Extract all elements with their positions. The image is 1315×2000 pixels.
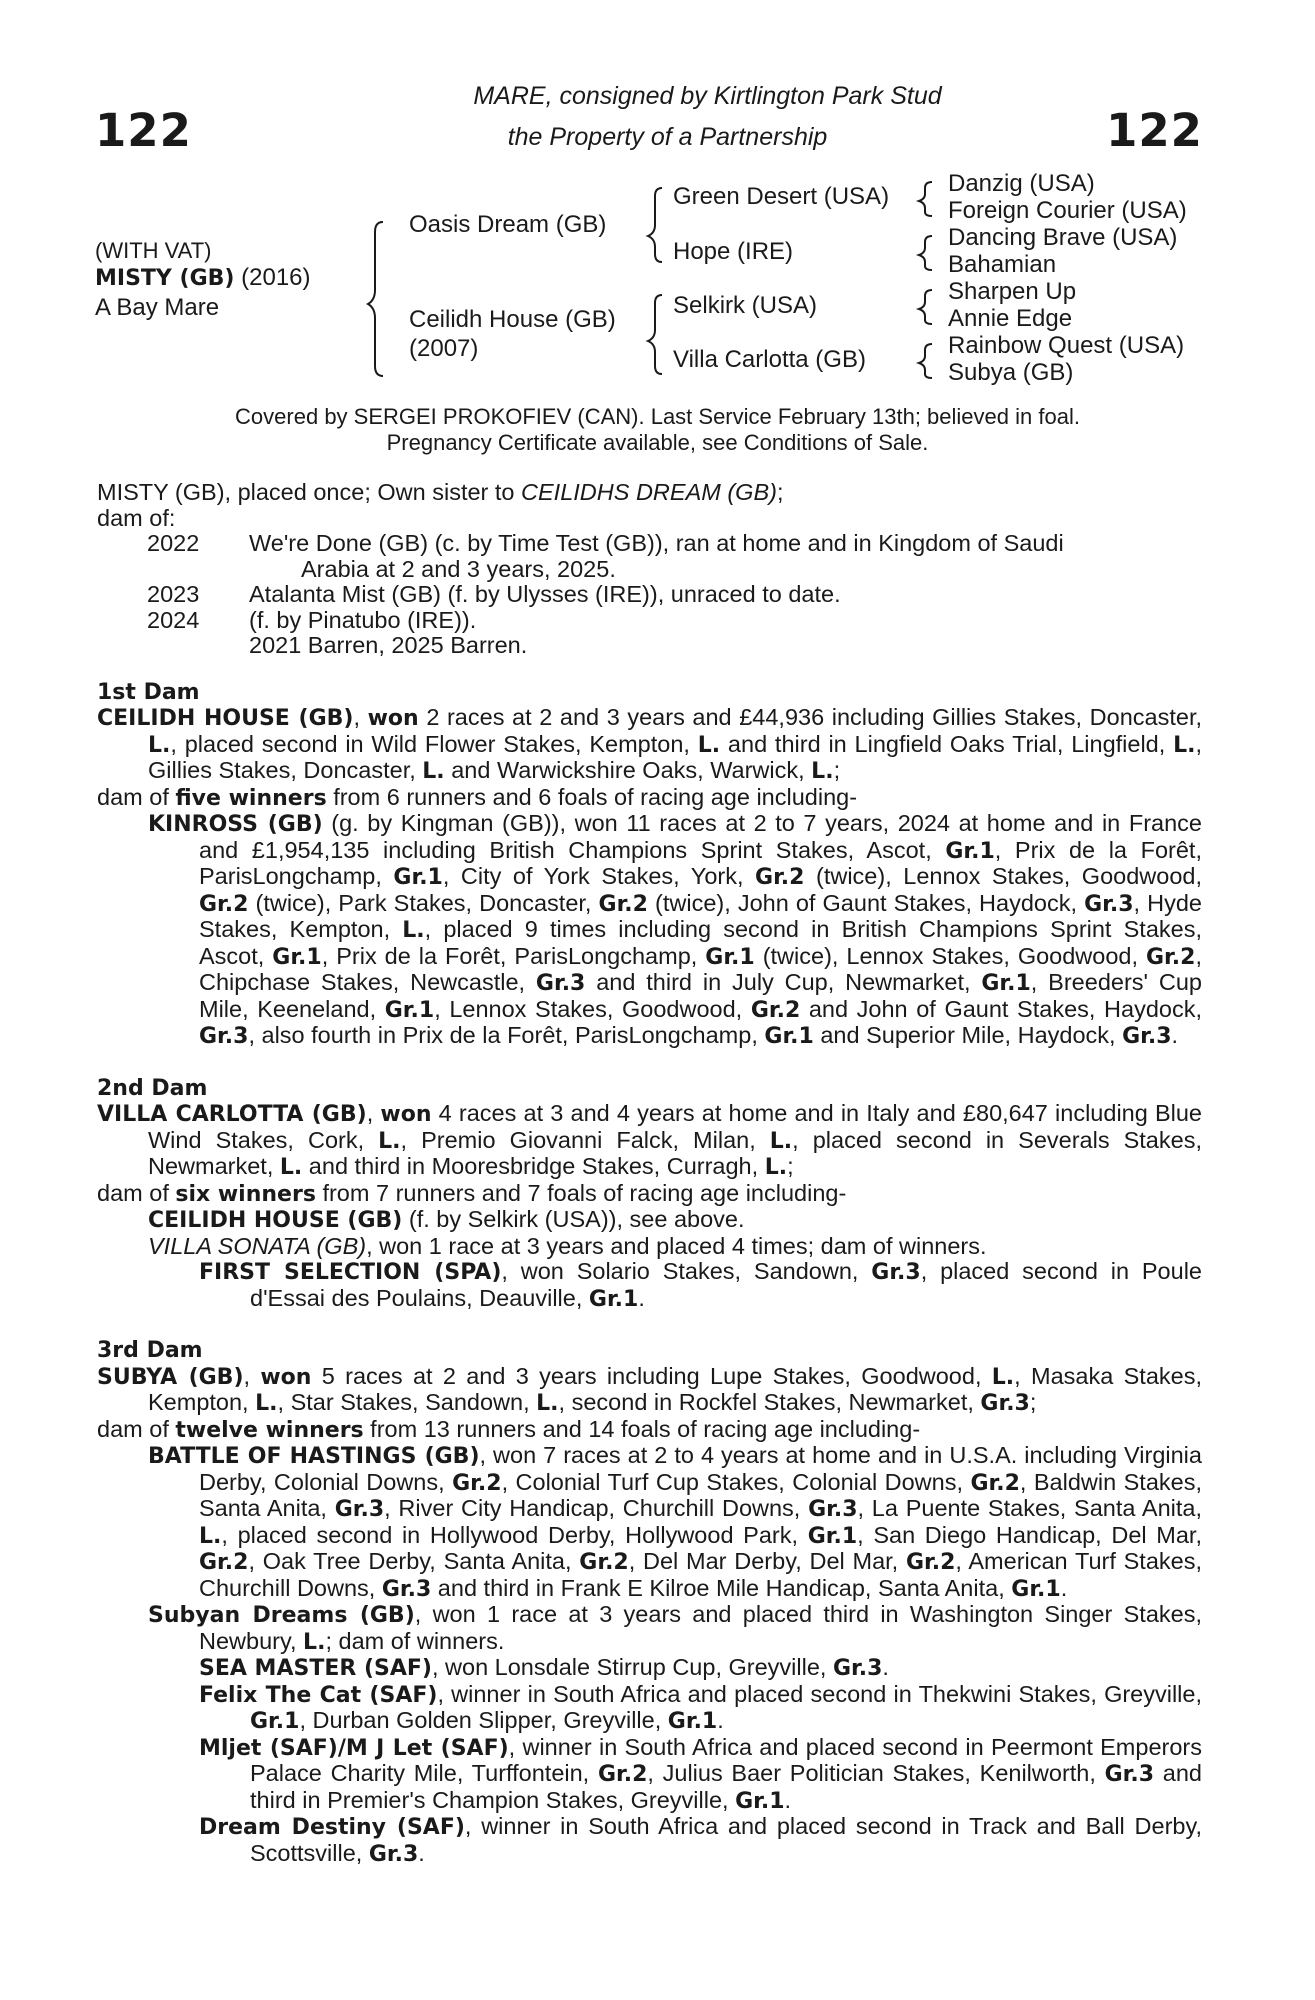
ceilidh-house-entry: CEILIDH HOUSE (GB) (f. by Selkirk (USA)), see above.: [148, 1206, 745, 1233]
horse-name: MISTY (GB): [95, 266, 235, 291]
third-dam-record: SUBYA (GB), won 5 races at 2 and 3 years including Lupe Stakes, Goodwood, L., Masaka Stakes, Kempton, L., Star Stakes, Sandown, L., second in Rockfel Stakes, Newmarket, Gr.3;: [97, 1362, 1202, 1416]
third-dam-produce-summary: dam of twelve winners from 13 runners and 14 foals of racing age including-: [97, 1415, 921, 1443]
horse-year: (2016): [241, 264, 311, 291]
sister-name: CEILIDHS DREAM (GB): [521, 479, 777, 505]
ancestor-5: Sharpen Up: [948, 278, 1077, 305]
battle-of-hastings-entry: BATTLE OF HASTINGS (GB), won 7 races at 2 to 4 years at home and in U.S.A. including Virginia Derby, Colonial Downs, Gr.2, Colonial Turf Cup Stakes, Colonial Downs, Gr.2, Baldwin Stakes, Santa Anita, Gr.3, River City Handicap, Churchill Downs, Gr.3, La Puente Stakes, Santa Anita, L., placed second in Hollywood Derby, Hollywood Park, Gr.1, San Diego Handicap, Del Mar, Gr.2, Oak Tree Derby, Santa Anita, Gr.2, Del Mar Derby, Del Mar, Gr.2, American Turf Stakes, Churchill Downs, Gr.3 and third in Frank E Kilroe Mile Handicap, Santa Anita, Gr.1.: [148, 1442, 1203, 1602]
lot-number-left: 122: [95, 104, 192, 157]
first-dam-record: CEILIDH HOUSE (GB), won 2 races at 2 and 3 years and £44,936 including Gillies Stakes, Doncaster, L., placed second in Wild Flower Stakes, Kempton, L. and third in Lingfield Oaks Trial, Lingfield, L., Gillies Stakes, Doncaster, L. and Warwickshire Oaks, Warwick, L.;: [97, 704, 1202, 784]
ancestor-1: Danzig (USA): [948, 170, 1095, 197]
horse-description: A Bay Mare: [95, 294, 220, 321]
ancestor-8: Subya (GB): [948, 359, 1074, 386]
dam-year: (2007): [409, 335, 479, 362]
third-dam-heading: 3rd Dam: [97, 1338, 203, 1363]
sire-dam: Hope (IRE): [673, 238, 794, 265]
produce-row: 2023 Atalanta Mist (GB) (f. by Ulysses (IRE)), unraced to date.: [147, 581, 841, 607]
produce-row: 2021 Barren, 2025 Barren.: [249, 632, 528, 658]
dam-sire: Selkirk (USA): [673, 292, 818, 319]
villa-sonata-entry: VILLA SONATA (GB), won 1 race at 3 years and placed 4 times; dam of winners.: [148, 1232, 987, 1259]
catalogue-body: [97, 480, 1202, 1867]
covering-line-2: Pregnancy Certificate available, see Conditions of Sale.: [386, 430, 929, 455]
first-selection-entry: FIRST SELECTION (SPA), won Solario Stakes, Sandown, Gr.3, placed second in Poule d'Essai des Poulains, Deauville, Gr.1.: [199, 1258, 1202, 1312]
dam-of-label: dam of:: [97, 504, 176, 531]
property-line: the Property of a Partnership: [507, 123, 828, 151]
ancestor-7: Rainbow Quest (USA): [948, 332, 1185, 359]
covering-line-1: Covered by SERGEI PROKOFIEV (CAN). Last Service February 13th; believed in foal.: [235, 404, 1080, 429]
sea-master-entry: SEA MASTER (SAF), won Lonsdale Stirrup Cup, Greyville, Gr.3.: [199, 1654, 889, 1681]
ancestor-4: Bahamian: [948, 251, 1057, 278]
sire: Oasis Dream (GB): [409, 211, 607, 238]
dream-destiny-entry: Dream Destiny (SAF), winner in South Africa and placed second in Track and Ball Derby, Scottsville, Gr.3.: [199, 1813, 1202, 1867]
vat-label: (WITH VAT): [95, 238, 212, 263]
first-dam-produce-summary: dam of five winners from 6 runners and 6 foals of racing age including-: [97, 783, 858, 811]
produce-row: 2024 (f. by Pinatubo (IRE)).: [147, 606, 477, 633]
ancestor-3: Dancing Brave (USA): [948, 224, 1178, 251]
second-dam-heading: 2nd Dam: [97, 1075, 208, 1101]
dam-dam: Villa Carlotta (GB): [673, 346, 866, 373]
felix-the-cat-entry: Felix The Cat (SAF), winner in South Africa and placed second in Thekwini Stakes, Greyville, Gr.1, Durban Golden Slipper, Greyville, Gr.1.: [199, 1680, 1203, 1734]
produce-row-cont: Arabia at 2 and 3 years, 2025.: [301, 555, 616, 582]
produce-list: [97, 531, 1202, 659]
subyan-dreams-entry: Subyan Dreams (GB), won 1 race at 3 years and placed third in Washington Singer Stakes, Newbury, L.; dam of winners.: [148, 1601, 1202, 1655]
dam: Ceilidh House (GB): [409, 306, 616, 333]
lot-number-right: 122: [1106, 104, 1203, 157]
second-dam-record: VILLA CARLOTTA (GB), won 4 races at 3 and 4 years at home and in Italy and £80,647 including Blue Wind Stakes, Cork, L., Premio Giovanni Falck, Milan, L., placed second in Severals Stakes, Newmarket, L. and third in Mooresbridge Stakes, Curragh, L.;: [97, 1100, 1202, 1180]
sire-sire: Green Desert (USA): [673, 183, 890, 210]
produce-row: 2022 We're Done (GB) (c. by Time Test (GB)), ran at home and in Kingdom of Saudi: [147, 530, 1064, 556]
covering-note: [0, 404, 1315, 456]
mljet-entry: Mljet (SAF)/M J Let (SAF), winner in South Africa and placed second in Peermont Emperors Palace Charity Mile, Turffontein, Gr.2, Julius Baer Politician Stakes, Kenilworth, Gr.3 and third in Premier's Champion Stakes, Greyville, Gr.1.: [199, 1733, 1202, 1814]
first-dam-heading: 1st Dam: [97, 679, 200, 705]
intro: MISTY (GB), placed once; Own sister to CEILIDHS DREAM (GB);: [97, 479, 784, 505]
ancestor-2: Foreign Courier (USA): [948, 197, 1187, 224]
ancestor-6: Annie Edge: [948, 305, 1073, 332]
second-dam-produce-summary: dam of six winners from 7 runners and 7 foals of racing age including-: [97, 1179, 847, 1207]
consignor-line: MARE, consigned by Kirtlington Park Stud: [473, 82, 942, 110]
kinross-record: KINROSS (GB) (g. by Kingman (GB)), won 11 races at 2 to 7 years, 2024 at home and in France and £1,954,135 including British Champions Sprint Stakes, Ascot, Gr.1, Prix de la Forêt, ParisLongchamp, Gr.1, City of York Stakes, York, Gr.2 (twice), Lennox Stakes, Goodwood, Gr.2 (twice), Park Stakes, Doncaster, Gr.2 (twice), John of Gaunt Stakes, Haydock, Gr.3, Hyde Stakes, Kempton, L., placed 9 times including second in British Champions Sprint Stakes, Ascot, Gr.1, Prix de la Forêt, ParisLongchamp, Gr.1 (twice), Lennox Stakes, Goodwood, Gr.2, Chipchase Stakes, Newcastle, Gr.3 and third in July Cup, Newmarket, Gr.1, Breeders' Cup Mile, Keeneland, Gr.1, Lennox Stakes, Goodwood, Gr.2 and John of Gaunt Stakes, Haydock, Gr.3, also fourth in Prix de la Forêt, ParisLongchamp, Gr.1 and Superior Mile, Haydock, Gr.3.: [148, 810, 1202, 1049]
